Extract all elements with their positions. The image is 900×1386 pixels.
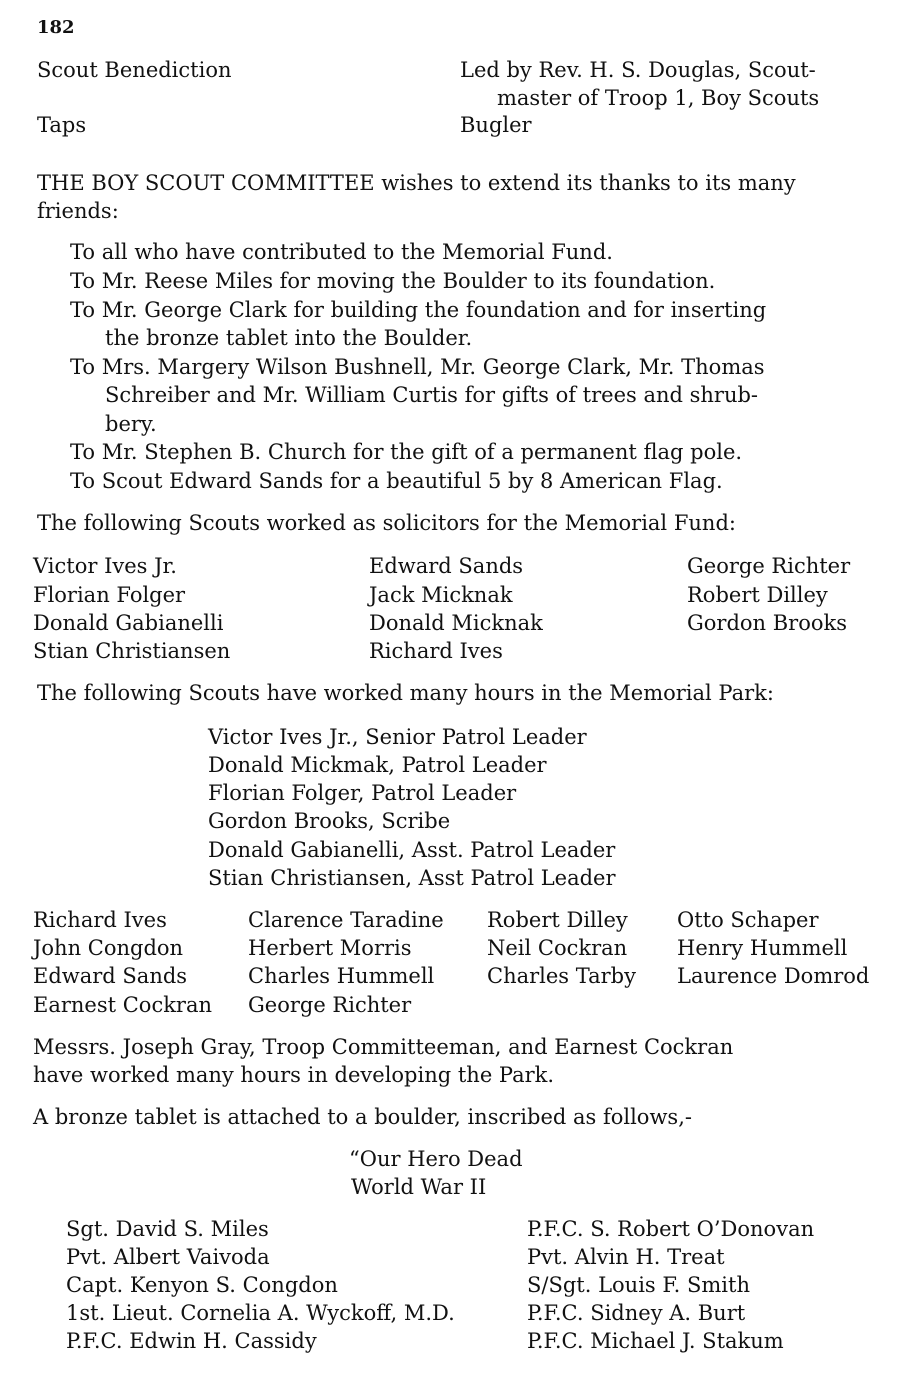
thanks-item: To Mr. Reese Miles for moving the Boulder to its foundation. (70, 269, 716, 293)
solicitor-name: Donald Micknak (369, 611, 543, 635)
hero-name: Capt. Kenyon S. Congdon (66, 1273, 338, 1297)
worker-name: Richard Ives (33, 908, 167, 932)
hero-name: 1st. Lieut. Cornelia A. Wyckoff, M.D. (66, 1301, 455, 1325)
solicitor-name: Florian Folger (33, 583, 186, 607)
hero-name: S/Sgt. Louis F. Smith (527, 1273, 750, 1297)
hero-name: Sgt. David S. Miles (66, 1217, 269, 1241)
worker-name: Earnest Cockran (33, 993, 213, 1017)
solicitor-name: Gordon Brooks (687, 611, 848, 635)
worker-name: Herbert Morris (248, 936, 412, 960)
hero-name: P.F.C. Michael J. Stakum (527, 1329, 784, 1353)
program-item: Taps (37, 113, 87, 137)
worker-name: Neil Cockran (487, 936, 628, 960)
solicitor-name: Donald Gabianelli (33, 611, 224, 635)
worker-name: Robert Dilley (487, 908, 628, 932)
solicitor-name: Robert Dilley (687, 583, 828, 607)
thanks-item: To Mr. Stephen B. Church for the gift of a permanent flag pole. (70, 440, 743, 464)
hero-name: Pvt. Albert Vaivoda (66, 1245, 270, 1269)
messrs-paragraph: Messrs. Joseph Gray, Troop Committeeman, and Earnest Cockran (33, 1035, 734, 1059)
program-desc: master of Troop 1, Boy Scouts (497, 86, 820, 110)
committee-intro: friends: (37, 199, 119, 223)
leader-line: Florian Folger, Patrol Leader (208, 781, 517, 805)
thanks-item: To Mrs. Margery Wilson Bushnell, Mr. George Clark, Mr. Thomas (70, 355, 765, 379)
program-item: Scout Benediction (37, 58, 232, 82)
program-desc: Bugler (460, 113, 532, 137)
worker-name: George Richter (248, 993, 412, 1017)
solicitor-name: Richard Ives (369, 639, 503, 663)
leader-line: Stian Christiansen, Asst Patrol Leader (208, 866, 616, 890)
hero-name: P.F.C. Edwin H. Cassidy (66, 1329, 317, 1353)
tablet-intro: A bronze tablet is attached to a boulder, inscribed as follows,- (33, 1105, 692, 1129)
inscription-subtitle: World War II (351, 1175, 487, 1199)
thanks-item: To all who have contributed to the Memorial Fund. (70, 240, 613, 264)
hero-name: Pvt. Alvin H. Treat (527, 1245, 725, 1269)
hero-name: P.F.C. Sidney A. Burt (527, 1301, 746, 1325)
inscription-title: “Our Hero Dead (349, 1147, 523, 1171)
park-intro: The following Scouts have worked many hours in the Memorial Park: (37, 681, 774, 705)
solicitor-name: Victor Ives Jr. (33, 554, 177, 578)
page-number: 182 (37, 17, 75, 38)
thanks-item: To Mr. George Clark for building the foundation and for inserting (70, 298, 767, 322)
thanks-item-cont: bery. (105, 412, 157, 436)
leader-line: Victor Ives Jr., Senior Patrol Leader (208, 725, 587, 749)
worker-name: Henry Hummell (677, 936, 848, 960)
solicitor-name: Jack Micknak (369, 583, 513, 607)
solicitor-name: Stian Christiansen (33, 639, 231, 663)
program-desc: Led by Rev. H. S. Douglas, Scout- (460, 58, 816, 82)
worker-name: Charles Hummell (248, 964, 435, 988)
worker-name: Edward Sands (33, 964, 188, 988)
solicitor-name: George Richter (687, 554, 851, 578)
solicitors-intro: The following Scouts worked as solicitors for the Memorial Fund: (37, 511, 736, 535)
leader-line: Gordon Brooks, Scribe (208, 809, 451, 833)
leader-line: Donald Gabianelli, Asst. Patrol Leader (208, 838, 616, 862)
hero-name: P.F.C. S. Robert O’Donovan (527, 1217, 815, 1241)
worker-name: Clarence Taradine (248, 908, 444, 932)
worker-name: Laurence Domrod (677, 964, 870, 988)
worker-name: Otto Schaper (677, 908, 819, 932)
thanks-item-cont: Schreiber and Mr. William Curtis for gifts of trees and shrub- (105, 383, 759, 407)
worker-name: Charles Tarby (487, 964, 636, 988)
committee-intro: THE BOY SCOUT COMMITTEE wishes to extend its thanks to its many (37, 171, 796, 195)
leader-line: Donald Mickmak, Patrol Leader (208, 753, 547, 777)
messrs-paragraph: have worked many hours in developing the Park. (33, 1063, 555, 1087)
thanks-item: To Scout Edward Sands for a beautiful 5 by 8 American Flag. (70, 469, 723, 493)
thanks-item-cont: the bronze tablet into the Boulder. (105, 326, 473, 350)
worker-name: John Congdon (33, 936, 184, 960)
solicitor-name: Edward Sands (369, 554, 524, 578)
